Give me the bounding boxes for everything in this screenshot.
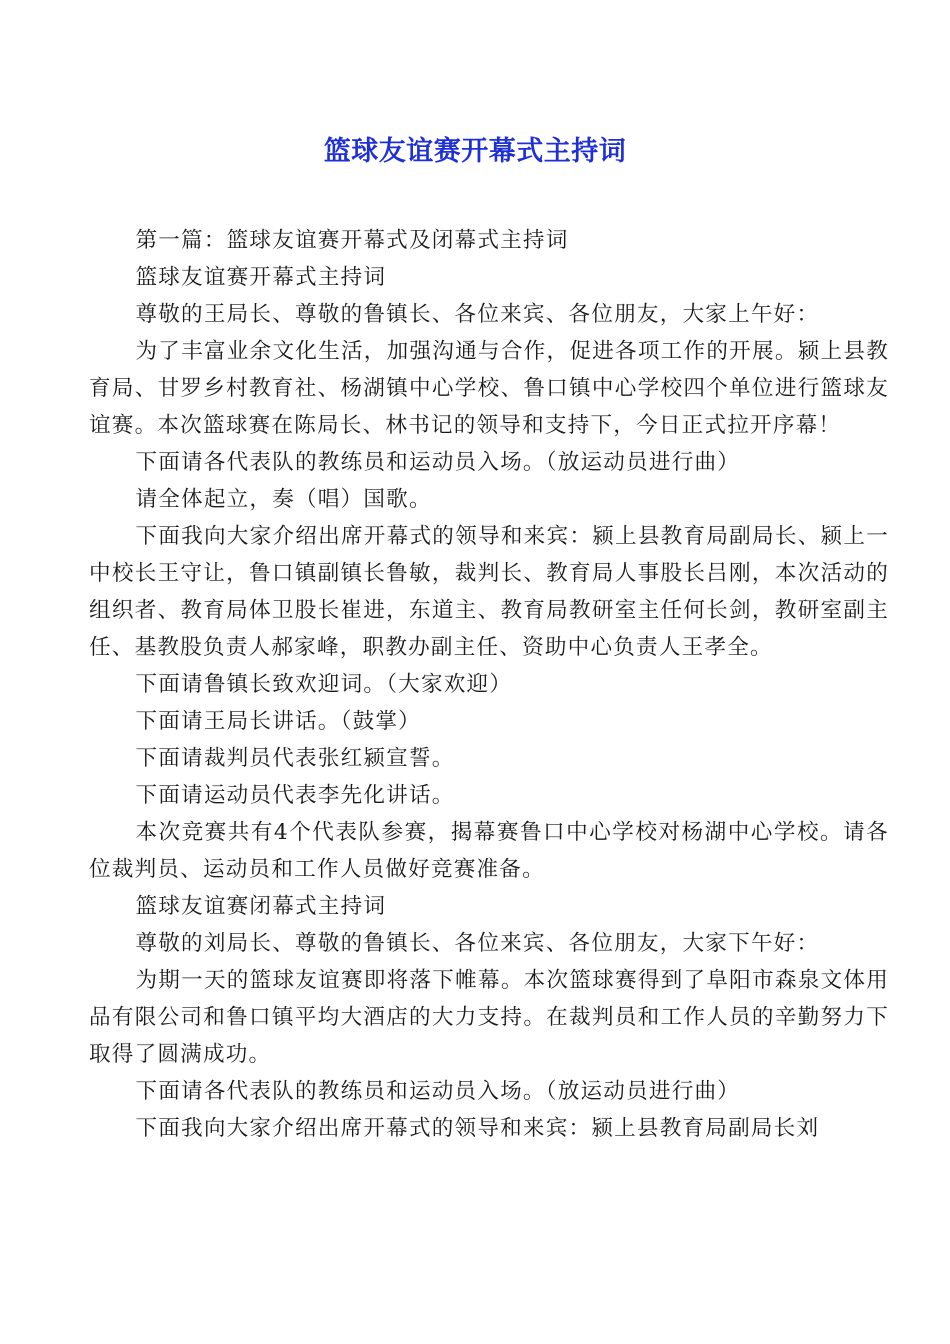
document-body [89,222,889,1147]
paragraph-closing-guest-introduction: 下面我向大家介绍出席开幕式的领导和来宾：颍上县教育局副局长刘 [135,1116,820,1141]
paragraph-team-entrance: 下面请各代表队的教练员和运动员入场。（放运动员进行曲） [135,450,741,475]
paragraph-closing-heading: 篮球友谊赛闭幕式主持词 [135,894,387,919]
paragraph-closing-team-entrance: 下面请各代表队的教练员和运动员入场。（放运动员进行曲） [135,1079,741,1104]
paragraph-athlete-speech: 下面请运动员代表李先化讲话。 [135,783,455,808]
document-title: 篮球友谊赛开幕式主持词 [323,136,627,167]
paragraph-section-heading: 第一篇：篮球友谊赛开幕式及闭幕式主持词 [135,228,569,253]
paragraph-director-speech: 下面请王局长讲话。（鼓掌） [135,709,421,734]
paragraph-competition-info: 本次竞赛共有4个代表队参赛，揭幕赛鲁口中心学校对杨湖中心学校。请各位裁判员、运动员和工作人员做好竞赛准备。 [89,820,889,882]
paragraph-referee-oath: 下面请裁判员代表张红颍宣誓。 [135,746,455,771]
paragraph-opening-heading: 篮球友谊赛开幕式主持词 [135,265,387,290]
paragraph-opening-greeting: 尊敬的王局长、尊敬的鲁镇长、各位来宾、各位朋友，大家上午好： [135,302,820,327]
paragraph-guest-introduction: 下面我向大家介绍出席开幕式的领导和来宾：颍上县教育局副局长、颍上一中校长王守让，鲁口镇副镇长鲁敏，裁判长、教育局人事股长吕刚，本次活动的组织者、教育局体卫股长崔进，东道主、教育局教研室主任何长剑，教研室副主任、基教股负责人郝家峰，职教办副主任、资助中心负责人王孝全。 [89,524,889,660]
paragraph-opening-intro: 为了丰富业余文化生活，加强沟通与合作，促进各项工作的开展。颍上县教育局、甘罗乡村教育社、杨湖镇中心学校、鲁口镇中心学校四个单位进行篮球友谊赛。本次篮球赛在陈局长、林书记的领导和支持下，今日正式拉开序幕！ [89,339,889,438]
paragraph-closing-intro: 为期一天的篮球友谊赛即将落下帷幕。本次篮球赛得到了阜阳市森泉文体用品有限公司和鲁口镇平均大酒店的大力支持。在裁判员和工作人员的辛勤努力下取得了圆满成功。 [89,968,889,1067]
paragraph-welcome-speech: 下面请鲁镇长致欢迎词。（大家欢迎） [135,672,513,697]
paragraph-closing-greeting: 尊敬的刘局长、尊敬的鲁镇长、各位来宾、各位朋友，大家下午好： [135,931,820,956]
paragraph-national-anthem: 请全体起立，奏（唱）国歌。 [135,487,432,512]
